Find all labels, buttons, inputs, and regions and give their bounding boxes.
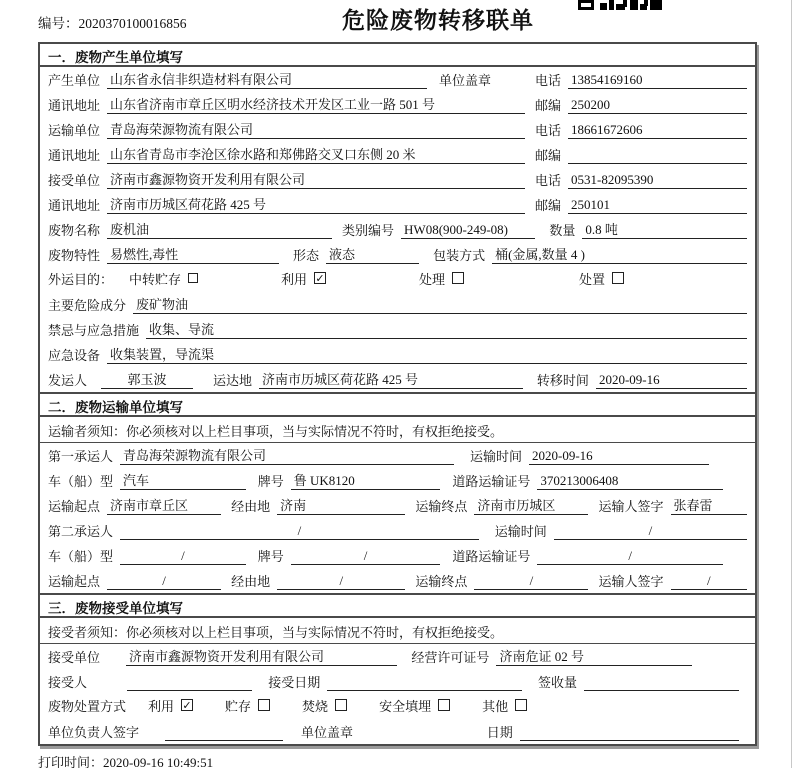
serial-value: 2020370100016856 xyxy=(78,16,187,31)
via-value: / xyxy=(277,573,405,590)
packaging-value: 桶(金属,数量 4 ) xyxy=(492,244,747,264)
date-value xyxy=(520,740,739,741)
option-label: 安全填埋 xyxy=(379,698,432,714)
date-label: 日期 xyxy=(486,725,513,740)
field-value: 济南市鑫源物资开发利用有限公司 xyxy=(107,169,525,189)
purpose-option xyxy=(419,269,579,288)
checkbox-icon xyxy=(515,699,527,711)
transporter-unit-row xyxy=(40,117,755,142)
purpose-option xyxy=(579,269,624,288)
first-carrier-row xyxy=(40,443,755,468)
qr-code-partial-icon xyxy=(578,0,664,10)
field-label: 运输单位 xyxy=(48,123,101,138)
taboo-measures-row xyxy=(40,317,755,342)
zip-value: 250200 xyxy=(568,97,747,114)
transport-time-value: 2020-09-16 xyxy=(529,448,709,465)
route-start-value: / xyxy=(107,573,221,590)
disposal-option xyxy=(225,696,270,715)
route-end-value: 济南市历城区 xyxy=(474,495,588,515)
field-label: 外运目的： xyxy=(48,271,114,287)
section2-title: 二．废物运输单位填写 xyxy=(40,394,755,417)
responsible-signature-value xyxy=(165,740,283,741)
carrier-value: / xyxy=(120,523,479,540)
route-end-label: 运输终点 xyxy=(415,499,468,514)
print-time-label: 打印时间： xyxy=(38,755,104,768)
checkbox-icon xyxy=(612,272,624,284)
road-permit-value: 370213006408 xyxy=(537,473,723,490)
transport-time-label: 运输时间 xyxy=(494,524,547,539)
field-label: 第一承运人 xyxy=(48,449,114,464)
option-label: 处置 xyxy=(579,271,606,287)
vehicle-type-value: / xyxy=(120,548,246,565)
field-label: 产生单位 xyxy=(48,73,101,88)
waste-receiver-section xyxy=(40,595,755,744)
field-label: 应急设备 xyxy=(48,348,101,363)
field-label: 接受单位 xyxy=(48,173,101,188)
disposal-method-row xyxy=(40,694,755,719)
form-state-label: 形态 xyxy=(292,248,319,263)
purpose-option xyxy=(129,269,281,288)
carrier-sign-value: 张春雷 xyxy=(671,495,748,515)
field-label: 运输起点 xyxy=(48,499,101,514)
field-label: 接受单位 xyxy=(48,650,101,665)
accept-date-value xyxy=(327,690,522,691)
via-label: 经由地 xyxy=(231,574,271,589)
field-value: 山东省永信非织造材料有限公司 xyxy=(107,69,427,89)
field-label: 废物特性 xyxy=(48,248,101,263)
option-label: 贮存 xyxy=(225,698,252,714)
accept-date-label: 接受日期 xyxy=(268,675,321,690)
waste-producer-section xyxy=(40,44,755,394)
field-value: 收集、导流 xyxy=(146,319,747,339)
field-label: 废物名称 xyxy=(48,223,101,238)
option-label: 利用 xyxy=(281,271,308,287)
transporter-notice: 运输者须知：你必须核对以上栏目事项，当与实际情况不符时，有权拒绝接受。 xyxy=(40,417,755,443)
plate-value: 鲁 UK8120 xyxy=(291,470,441,490)
field-label: 发运人 xyxy=(48,373,88,388)
carrier-sign-value: / xyxy=(671,573,748,590)
responsible-signature-row xyxy=(40,719,755,744)
quantity-label: 数量 xyxy=(549,223,576,238)
phone-label: 电话 xyxy=(535,73,562,88)
plate-label: 牌号 xyxy=(257,474,284,489)
packaging-label: 包装方式 xyxy=(433,248,486,263)
checkbox-checked-icon: ✓ xyxy=(315,271,325,285)
zip-value: 250101 xyxy=(568,197,747,214)
field-label: 车（船）型 xyxy=(48,549,114,564)
purpose-option xyxy=(281,269,419,288)
field-value: 收集装置，导流渠 xyxy=(107,344,747,364)
second-carrier-row xyxy=(40,518,755,543)
document-header xyxy=(0,0,796,42)
route-row-2 xyxy=(40,568,755,593)
field-value: 山东省济南市章丘区明水经济技术开发区工业一路 501 号 xyxy=(107,94,525,114)
field-label: 通讯地址 xyxy=(48,98,101,113)
checkbox-icon xyxy=(335,699,347,711)
field-value: 山东省青岛市李沧区徐水路和郑佛路交叉口东侧 20 米 xyxy=(107,144,525,164)
phone-label: 电话 xyxy=(535,123,562,138)
unit-seal-label: 单位盖章 xyxy=(438,73,491,88)
route-end-label: 运输终点 xyxy=(415,574,468,589)
waste-traits-row xyxy=(40,242,755,267)
phone-value: 18661672606 xyxy=(568,122,747,139)
checkbox-checked-icon: ✓ xyxy=(182,698,192,712)
field-value: 废矿物油 xyxy=(133,294,747,314)
received-amount-label: 签收量 xyxy=(537,675,577,690)
section3-title: 三．废物接受单位填写 xyxy=(40,595,755,618)
transport-time-label: 运输时间 xyxy=(469,449,522,464)
via-value: 济南 xyxy=(277,495,405,515)
checkbox-icon xyxy=(452,272,464,284)
carrier-sign-label: 运输人签字 xyxy=(598,499,664,514)
zip-label: 邮编 xyxy=(535,148,562,163)
waste-name-row xyxy=(40,217,755,242)
field-label: 废物处置方式 xyxy=(48,698,127,714)
dispatcher-row xyxy=(40,367,755,392)
category-code-label: 类别编号 xyxy=(342,223,395,238)
phone-label: 电话 xyxy=(535,173,562,188)
disposal-option xyxy=(148,696,193,715)
checkbox-icon xyxy=(438,699,450,711)
form-title: 危险废物转移联单 xyxy=(342,7,534,33)
vehicle-type-row-2 xyxy=(40,543,755,568)
option-label: 中转贮存 xyxy=(129,271,182,287)
zip-value xyxy=(568,163,747,164)
field-label: 接受人 xyxy=(48,675,88,690)
option-label: 处理 xyxy=(419,271,446,287)
route-row xyxy=(40,493,755,518)
vehicle-type-row xyxy=(40,468,755,493)
disposal-option xyxy=(379,696,450,715)
via-label: 经由地 xyxy=(231,499,271,514)
field-label: 通讯地址 xyxy=(48,198,101,213)
transfer-time-value: 2020-09-16 xyxy=(596,372,747,389)
field-label: 运输起点 xyxy=(48,574,101,589)
traits-value: 易燃性,毒性 xyxy=(107,244,279,264)
field-value: 青岛海荣源物流有限公司 xyxy=(107,119,525,139)
zip-label: 邮编 xyxy=(535,98,562,113)
option-label: 利用 xyxy=(148,698,175,714)
plate-value: / xyxy=(291,548,441,565)
producer-unit-row xyxy=(40,67,755,92)
destination-value: 济南市历城区荷花路 425 号 xyxy=(259,369,523,389)
quantity-value: 0.8 吨 xyxy=(582,219,747,239)
form-state-value: 液态 xyxy=(326,244,419,264)
field-label: 第二承运人 xyxy=(48,524,114,539)
field-label: 禁忌与应急措施 xyxy=(48,323,140,338)
field-label: 通讯地址 xyxy=(48,148,101,163)
unit-seal-label: 单位盖章 xyxy=(301,725,354,740)
license-value: 济南危证 02 号 xyxy=(496,646,692,666)
transfer-time-label: 转移时间 xyxy=(536,373,589,388)
zip-label: 邮编 xyxy=(535,198,562,213)
producer-address-row xyxy=(40,92,755,117)
field-value: 济南市历城区荷花路 425 号 xyxy=(107,194,525,214)
road-permit-label: 道路运输证号 xyxy=(452,549,531,564)
carrier-value: 青岛海荣源物流有限公司 xyxy=(120,445,454,465)
destination-label: 运达地 xyxy=(213,373,253,388)
transport-time-value: / xyxy=(554,523,747,540)
hazard-component-row xyxy=(40,292,755,317)
emergency-equipment-row xyxy=(40,342,755,367)
phone-value: 13854169160 xyxy=(568,72,747,89)
accepting-unit-row xyxy=(40,644,755,669)
checkbox-icon xyxy=(188,273,198,283)
vehicle-type-value: 汽车 xyxy=(120,470,246,490)
license-label: 经营许可证号 xyxy=(411,650,490,665)
transporter-address-row xyxy=(40,142,755,167)
dispatcher-name: 郭玉波 xyxy=(101,369,193,389)
receiver-notice: 接受者须知：你必须核对以上栏目事项，当与实际情况不符时，有权拒绝接受。 xyxy=(40,618,755,644)
carrier-sign-label: 运输人签字 xyxy=(598,574,664,589)
acceptor-row xyxy=(40,669,755,694)
waste-name-value: 废机油 xyxy=(107,219,332,239)
road-permit-value: / xyxy=(537,548,723,565)
route-end-value: / xyxy=(474,573,588,590)
accepting-unit-value: 济南市鑫源物资开发利用有限公司 xyxy=(126,646,397,666)
disposal-option xyxy=(482,696,527,715)
category-code-value: HW08(900-249-08) xyxy=(401,222,535,239)
field-label: 车（船）型 xyxy=(48,474,114,489)
field-label: 单位负责人签字 xyxy=(48,725,140,740)
route-start-value: 济南市章丘区 xyxy=(107,495,221,515)
section1-title: 一．废物产生单位填写 xyxy=(40,44,755,67)
acceptor-value xyxy=(127,690,252,691)
print-time xyxy=(38,752,213,768)
page-edge-divider xyxy=(791,0,792,768)
option-label: 焚烧 xyxy=(302,698,329,714)
road-permit-label: 道路运输证号 xyxy=(452,474,531,489)
field-label: 主要危险成分 xyxy=(48,298,127,313)
transfer-purpose-row xyxy=(40,267,755,292)
serial-label: 编号： xyxy=(38,16,79,31)
print-time-value: 2020-09-16 10:49:51 xyxy=(103,755,214,768)
disposal-option xyxy=(302,696,347,715)
option-label: 其他 xyxy=(482,698,509,714)
phone-value: 0531-82095390 xyxy=(568,172,747,189)
receiver-address-row xyxy=(40,192,755,217)
plate-label: 牌号 xyxy=(257,549,284,564)
checkbox-icon xyxy=(258,699,270,711)
receiver-unit-row xyxy=(40,167,755,192)
waste-transport-section xyxy=(40,394,755,595)
manifest-form-table xyxy=(38,42,757,746)
received-amount-value xyxy=(584,690,739,691)
